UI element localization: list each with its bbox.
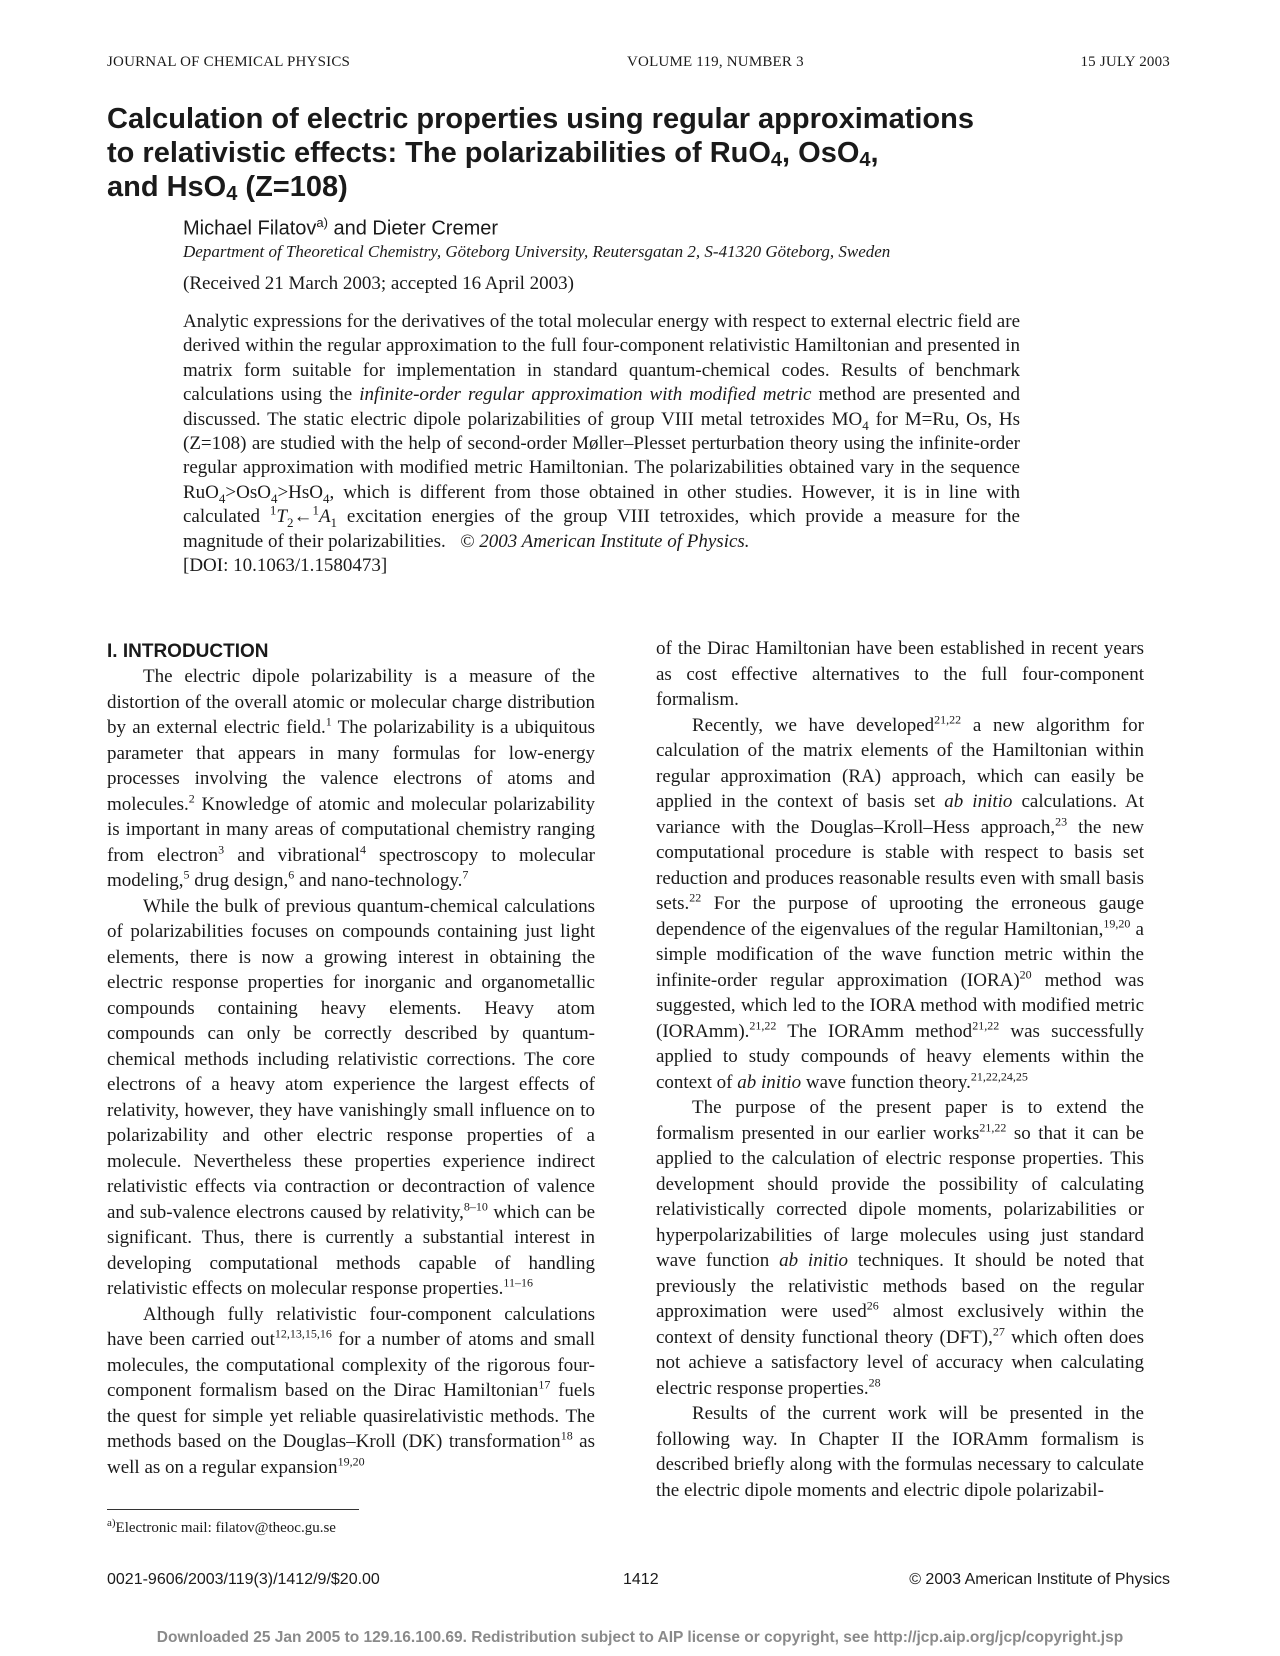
abstract-copyright: © 2003 American Institute of Physics. [460, 530, 750, 552]
abstract: Analytic expressions for the derivatives of the total molecular energy with respect to external electric field are derived within the regular approximation to the full four-component relativistic Hamiltonian and presented in matrix form suitable for implementation in standard quantum-chemical codes. Results of benchmark calculations using the infinite-order regular approximation with modified metric method are presented and discussed. The static electric dipole polarizabilities of group VIII metal tetroxides $MO_4$ for M=Ru, Os, Hs (Z=108) are studied with the help of second-order Møller–Plesset perturbation theory using the infinite-order regular approximation with modified metric Hamiltonian. The polarizabilities obtained vary in the sequence RuO$_4$>OsO$_4$>HsO$_4$, which is different from those obtained in other studies. However, it is in line with calculated $^1T_2\leftarrow^1A_1$ excitation energies of the group VIII tetroxides, which provide a measure for the magnitude of their polarizabilities. © 2003 American Institute of Physics. [DOI: 10.1063/1.1580473] [183, 311, 1020, 577]
paragraph: Although fully relativistic four-component calculations have been carried out$^{12,13,15,16}$ for a number of atoms and small molecules, the computational complexity of the rigorous four-component formalism based on the Dirac Hamiltonian$^{17}$ fuels the quest for simple yet reliable quasirelativistic methods. The methods based on the Douglas–Kroll (DK) transformation$^{18}$ as well as on a regular expansion$^{19,20}$ [107, 1303, 596, 1478]
paragraph: Recently, we have developed$^{21,22}$ a new algorithm for calculation of the matrix elements of the Hamiltonian within regular approximation (RA) approach, which can easily be applied in the context of basis set ab initio calculations. At variance with the Douglas–Kroll–Hess approach,$^{23}$ the new computational procedure is stable with respect to basis set reduction and produces reasonable results even with small basis sets.$^{22}$ For the purpose of uprooting the erroneous gauge dependence of the eigenvalues of the regular Hamiltonian,$^{19,20}$ a simple modification of the wave function metric within the infinite-order regular approximation (IORA)$^{20}$ method was suggested, which led to the IORA method with modified metric (IORAmm).$^{21,22}$ The IORAmm method$^{21,22}$ was successfully applied to study compounds of heavy elements within the context of ab initio wave function theory.$^{21,22,24,25}$ [656, 712, 1144, 1093]
paper-title: Calculation of electric properties using regular approximations to relativistic effects: The polarizabilities of RuO$_4$, OsO$_4$, and HsO$_4$ (Z=108) [107, 103, 974, 205]
running-head [107, 54, 1170, 74]
footnote [107, 1517, 336, 1537]
page-number: 1412 [623, 1571, 659, 1588]
page-footer [107, 1571, 1170, 1591]
affiliation: Department of Theoretical Chemistry, Göteborg University, Reutersgatan 2, S-41320 Göteborg, Sweden [183, 242, 891, 261]
received-dates: (Received 21 March 2003; accepted 16 April 2003) [183, 273, 574, 294]
footer-copyright: © 2003 American Institute of Physics [909, 1571, 1170, 1588]
volume-number: VOLUME 119, NUMBER 3 [627, 54, 804, 70]
paragraph: While the bulk of previous quantum-chemical calculations of polarizabilities focuses on compounds containing just light elements, there is now a growing interest in obtaining the electric response properties for inorganic and organometallic compounds containing heavy elements. Heavy atom compounds can only be correctly described by quantum-chemical methods including relativistic corrections. The core electrons of a heavy atom experience the largest effects of relativity, however, they have vanishingly small influence on to polarizability and other electric response properties of a molecule. Nevertheless these properties experience indirect relativistic effects via contraction or decontraction of valence and sub-valence electrons caused by relativity,$^{8-10}$ which can be significant. Thus, there is currently a substantial interest in developing computational methods capable of handling relativistic effects on molecular response properties.$^{11-16}$ [107, 895, 596, 1299]
right-column [656, 636, 1144, 1503]
paragraph: The purpose of the present paper is to extend the formalism presented in our earlier works$^{21,22}$ so that it can be applied to the calculation of electric response properties. This development should provide the possibility of calculating relativistically corrected dipole moments, polarizabilities or hyperpolarizabilities of large molecules using just standard wave function ab initio techniques. It should be noted that previously the relativistic methods based on the regular approximation were used$^{26}$ almost exclusively within the context of density functional theory (DFT),$^{27}$ which often does not achieve a satisfactory level of accuracy when calculating electric response properties.$^{28}$ [656, 1097, 1145, 1399]
issue-date: 15 JULY 2003 [1080, 54, 1170, 70]
author-filatov: Michael Filatov [183, 217, 317, 240]
section-heading-introduction: I. INTRODUCTION [107, 641, 269, 662]
author-footnote-mark: a) [316, 215, 328, 230]
author-cremer: and Dieter Cremer [327, 217, 499, 240]
paragraph: of the Dirac Hamiltonian have been established in recent years as cost effective alternatives to the full four-component formalism. [656, 638, 1144, 710]
left-column [107, 640, 595, 1480]
authors [183, 215, 498, 241]
footnote-mark: a) [107, 1517, 116, 1529]
paragraph: The electric dipole polarizability is a measure of the distortion of the overall atomic or molecular charge distribution by an external electric field.$^1$ The polarizability is a ubiquitous parameter that appears in many formulas for low-energy processes involving the valence electrons of atoms and molecules.$^2$ Knowledge of atomic and molecular polarizability is important in many areas of computational chemistry ranging from electron$^3$ and vibrational$^4$ spectroscopy to molecular modeling,$^5$ drug design,$^6$ and nano-technology.$^7$ [107, 666, 595, 891]
footnote-divider [107, 1509, 359, 1510]
article-code: 0021-9606/2003/119(3)/1412/9/$20.00 [107, 1571, 380, 1588]
doi: [DOI: 10.1063/1.1580473] [183, 555, 388, 577]
email-footnote: Electronic mail: filatov@theoc.gu.se [115, 1520, 336, 1536]
download-notice: Downloaded 25 Jan 2005 to 129.16.100.69. Redistribution subject to AIP license or copyright, see http://jcp.aip.org/jcp/copyright.jsp [156, 1629, 1124, 1646]
journal-name: JOURNAL OF CHEMICAL PHYSICS [107, 54, 351, 70]
paragraph: Results of the current work will be presented in the following way. In Chapter II the IORAmm formalism is described briefly along with the formulas necessary to calculate the electric dipole moments and electric dipole polarizabil- [656, 1403, 1144, 1501]
